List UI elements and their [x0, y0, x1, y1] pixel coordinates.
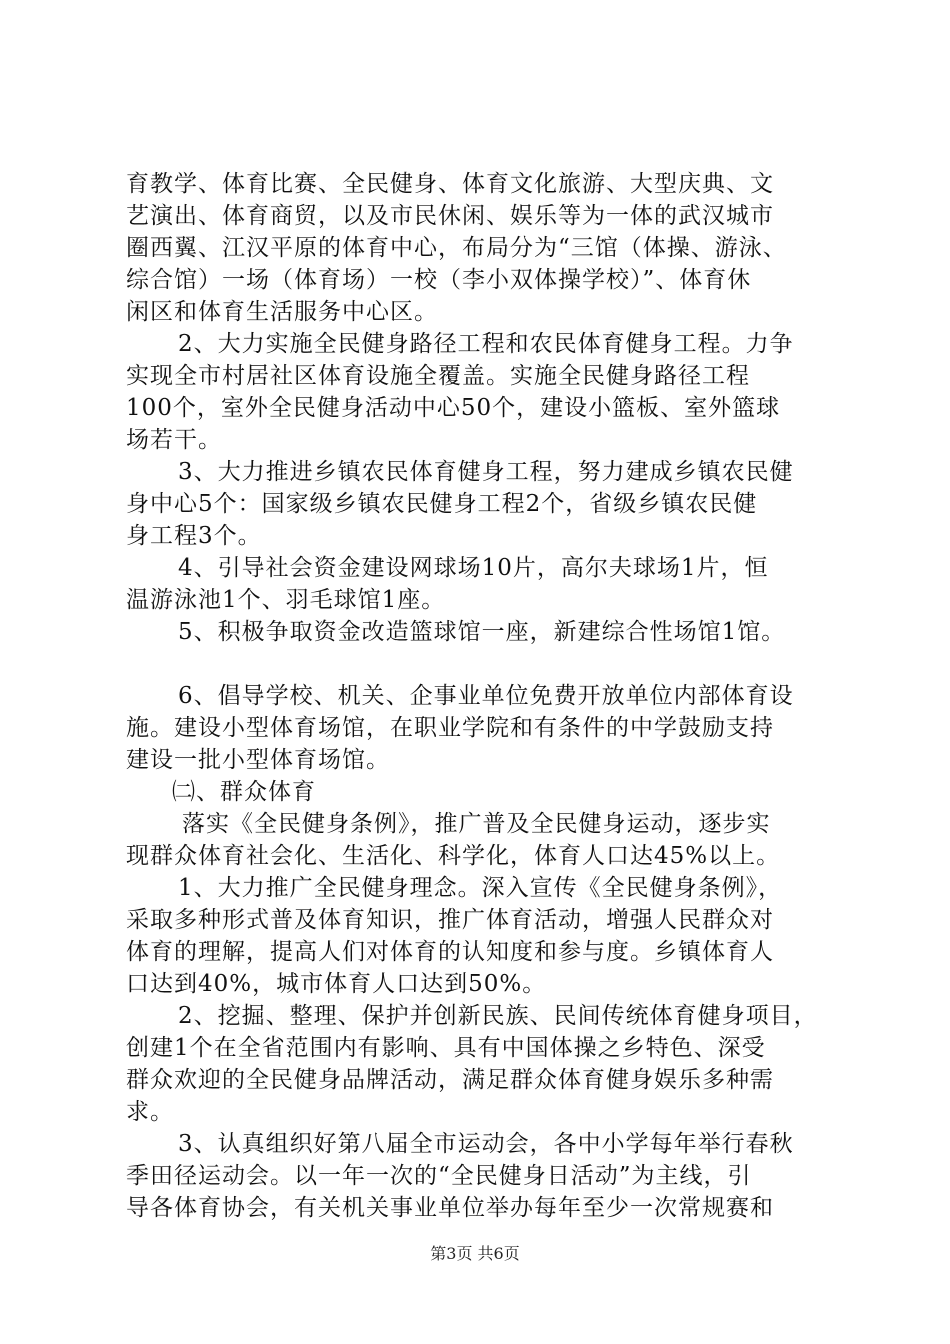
paragraph-start: 2、挖掘、整理、保护并创新民族、民间传统体育健身项目， [178, 1003, 818, 1029]
text-line: 采取多种形式普及体育知识，推广体育活动，增强人民群众对 [126, 907, 774, 933]
paragraph-gap [126, 648, 832, 680]
text-line: 季田径运动会。以一年一次的“全民健身日活动”为主线，引 [126, 1163, 752, 1189]
text-line: 现群众体育社会化、生活化、科学化，体育人口达45%以上。 [126, 843, 781, 869]
paragraph-start: 6、倡导学校、机关、企事业单位免费开放单位内部体育设 [178, 683, 794, 709]
text-line: 100个，室外全民健身活动中心50个，建设小篮板、室外篮球 [126, 395, 781, 421]
paragraph-start: 落实《全民健身条例》，推广普及全民健身运动，逐步实 [182, 811, 771, 837]
paragraph-start: 4、引导社会资金建设网球场10片，高尔夫球场1片，恒 [178, 555, 769, 581]
text-line: 体育的理解，提高人们对体育的认知度和参与度。乡镇体育人 [126, 939, 774, 965]
text-line: 身工程3个。 [126, 523, 262, 549]
paragraph-start: 5、积极争取资金改造篮球馆一座，新建综合性场馆1馆。 [178, 619, 786, 645]
text-line: 场若干。 [126, 427, 222, 453]
text-line: 闲区和体育生活服务中心区。 [126, 299, 438, 325]
text-line: 建设一批小型体育场馆。 [126, 747, 390, 773]
text-line: 施。建设小型体育场馆，在职业学院和有条件的中学鼓励支持 [126, 715, 774, 741]
text-line: 温游泳池1个、羽毛球馆1座。 [126, 587, 446, 613]
text-line: 身中心5个：国家级乡镇农民健身工程2个，省级乡镇农民健 [126, 491, 758, 517]
text-line: 求。 [126, 1099, 174, 1125]
section-heading: ㈡、群众体育 [172, 779, 316, 805]
paragraph-start: 3、大力推进乡镇农民体育健身工程，努力建成乡镇农民健 [178, 459, 794, 485]
paragraph-start: 1、大力推广全民健身理念。深入宣传《全民健身条例》， [178, 875, 783, 901]
text-line: 群众欢迎的全民健身品牌活动，满足群众体育健身娱乐多种需 [126, 1067, 774, 1093]
text-line: 综合馆）一场（体育场）一校（李小双体操学校）”、体育休 [126, 267, 752, 293]
text-line: 导各体育协会，有关机关事业单位举办每年至少一次常规赛和 [126, 1195, 774, 1221]
body-text [126, 168, 832, 1224]
page-footer: 第3页 共6页 [430, 1244, 520, 1263]
paragraph-start: 3、认真组织好第八届全市运动会，各中小学每年举行春秋 [178, 1131, 794, 1157]
text-line: 艺演出、体育商贸，以及市民休闲、娱乐等为一体的武汉城市 [126, 203, 774, 229]
text-line: 实现全市村居社区体育设施全覆盖。实施全民健身路径工程 [126, 363, 750, 389]
paragraph-start: 2、大力实施全民健身路径工程和农民体育健身工程。力争 [178, 331, 794, 357]
text-line: 圈西翼、江汉平原的体育中心，布局分为“三馆（体操、游泳、 [126, 235, 787, 261]
text-line: 育教学、体育比赛、全民健身、体育文化旅游、大型庆典、文 [126, 171, 774, 197]
text-line: 创建1个在全省范围内有影响、具有中国体操之乡特色、深受 [126, 1035, 766, 1061]
text-line: 口达到40%，城市体育人口达到50%。 [126, 971, 547, 997]
